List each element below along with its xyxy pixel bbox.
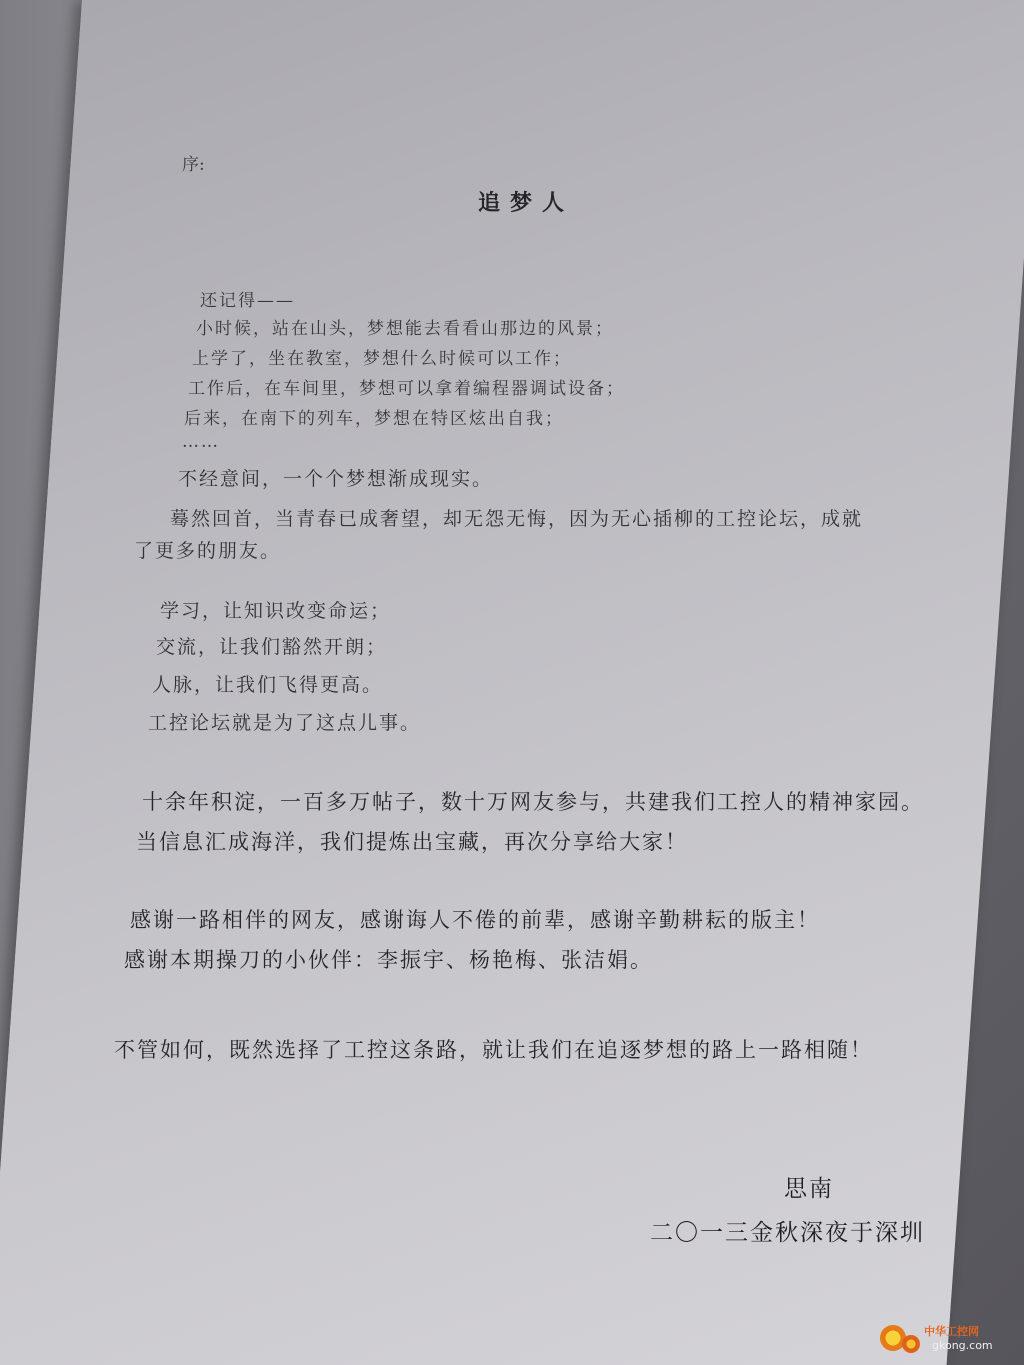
document-title: 追梦人 <box>478 190 575 216</box>
text-line: 当信息汇成海洋，我们提炼出宝藏，再次分享给大家！ <box>136 830 688 854</box>
gear-small-icon <box>902 1335 920 1353</box>
text-line: 小时候，站在山头，梦想能去看看山那边的风景； <box>196 319 614 339</box>
preface-label: 序: <box>182 155 205 175</box>
text-line: 人脉，让我们飞得更高。 <box>152 674 384 696</box>
site-watermark <box>880 1321 1016 1357</box>
date-line: 二〇一三金秋深夜于深圳 <box>650 1220 925 1246</box>
text-line: 感谢本期操刀的小伙伴：李振宇、杨艳梅、张洁娟。 <box>124 948 653 972</box>
text-line: 感谢一路相伴的网友，感谢诲人不倦的前辈，感谢辛勤耕耘的版主！ <box>130 908 820 932</box>
text-line: 蓦然回首，当青春已成奢望，却无怨无悔，因为无心插柳的工控论坛，成就 <box>170 508 864 530</box>
text-line: 工作后，在车间里，梦想可以拿着编程器调试设备； <box>188 379 625 399</box>
text-line: 十余年积淀，一百多万帖子，数十万网友参与，共建我们工控人的精神家园。 <box>142 790 924 814</box>
text-line: 了更多的朋友。 <box>134 540 282 562</box>
text-line: 不管如何，既然选择了工控这条路，就让我们在追逐梦想的路上一路相随！ <box>114 1038 873 1062</box>
text-line: 工控论坛就是为了这点儿事。 <box>148 712 422 734</box>
watermark-name: 中华工控网 <box>924 1325 979 1338</box>
text-line: 后来，在南下的列车，梦想在特区炫出自我； <box>184 409 564 429</box>
text-line: 上学了，坐在教室，梦想什么时候可以工作； <box>192 349 572 369</box>
text-line: 还记得—— <box>200 291 295 311</box>
author-signature: 思南 <box>784 1176 834 1202</box>
text-line: 交流，让我们豁然开朗； <box>156 636 388 658</box>
text-line: 学习，让知识改变命运； <box>160 600 392 622</box>
watermark-url: gkong.com <box>932 1339 993 1352</box>
text-line: …… <box>182 432 220 452</box>
text-line: 不经意间，一个个梦想渐成现实。 <box>178 468 494 490</box>
